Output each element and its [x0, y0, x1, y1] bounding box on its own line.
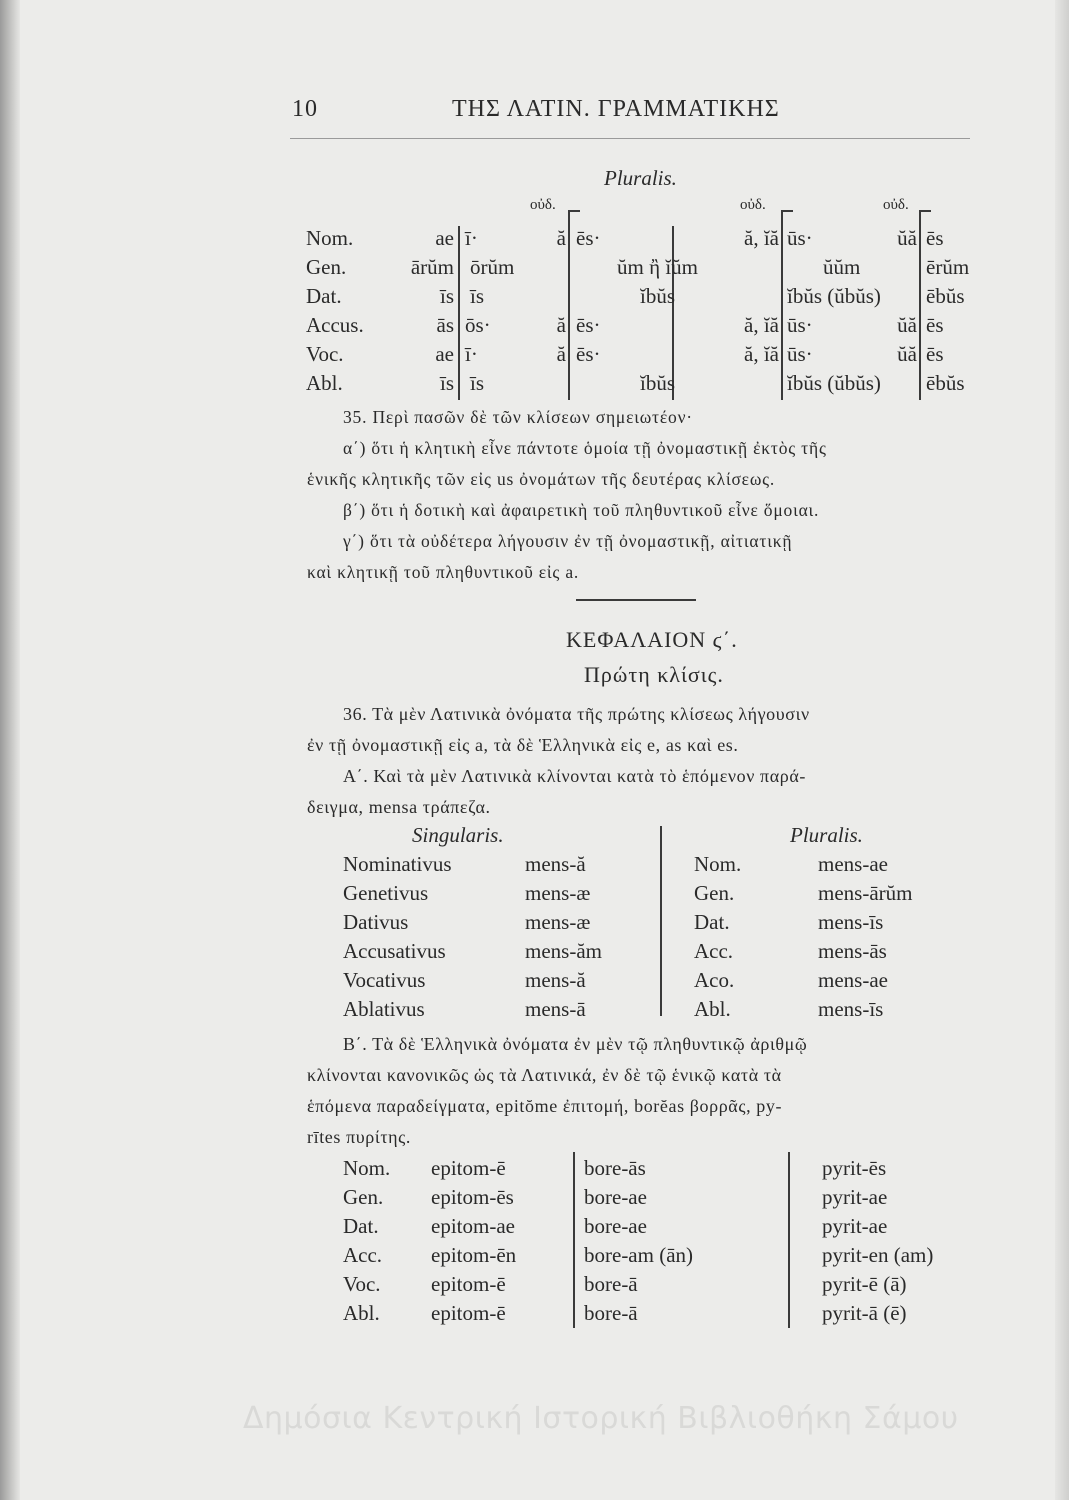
chapter-subtitle: Πρώτη κλίσις.: [584, 662, 724, 687]
ending-decl5: ēs: [926, 226, 944, 250]
case-label: Acc.: [343, 1243, 383, 1267]
plural-title: Pluralis.: [790, 823, 863, 847]
singular-form: mens-ă: [525, 852, 586, 876]
ending-decl2: ōrŭm: [470, 255, 515, 279]
ending-decl1: ārŭm: [410, 255, 454, 279]
ending-decl2: ī·: [465, 342, 478, 366]
epitome-form: epitom-ēs: [431, 1185, 514, 1209]
case-label: Aco.: [694, 968, 735, 992]
ending-decl4-neuter: ŭă: [897, 342, 917, 366]
case-label: Ablativus: [343, 997, 425, 1021]
ending-decl3: ĭbŭs: [640, 371, 676, 395]
ending-decl4-neuter: ŭă: [897, 313, 917, 337]
case-label: Abl.: [343, 1301, 380, 1325]
case-label: Abl.: [306, 371, 343, 395]
ending-decl2: īs: [470, 371, 485, 395]
pyrites-form: pyrit-ēs: [822, 1156, 887, 1180]
section-35-line: β΄) ὅτι ἡ δοτικὴ καὶ ἀφαιρετικὴ τοῦ πληθυντικοῦ εἶνε ὅμοιαι.: [343, 500, 820, 520]
ending-decl5: ēbŭs: [926, 284, 965, 308]
ending-decl4: ūs·: [787, 226, 813, 250]
singular-form: mens-ăm: [525, 939, 602, 963]
ending-decl1: ae: [435, 342, 454, 366]
plural-table-title: Pluralis.: [604, 166, 677, 190]
section-b-line: rītes πυρίτης.: [307, 1127, 411, 1147]
case-label: Acc.: [694, 939, 734, 963]
page-edge-shadow: [1055, 0, 1069, 1500]
ending-decl2-neuter: ă: [556, 226, 566, 250]
pyrites-form: pyrit-ae: [822, 1185, 888, 1209]
ending-decl4: ŭŭm: [823, 255, 861, 279]
neuter-mark-3: οὐδ.: [740, 197, 766, 213]
singular-title: Singularis.: [412, 823, 504, 847]
table-divider: [568, 210, 580, 212]
table-divider: [788, 1152, 790, 1328]
case-label: Voc.: [343, 1272, 381, 1296]
ending-decl3: ēs·: [576, 313, 601, 337]
ending-decl5: ēs: [926, 313, 944, 337]
ending-decl3: ŭm ἢ ĭŭm: [617, 255, 698, 279]
page-number: 10: [292, 96, 318, 122]
chapter-title: ΚΕΦΑΛΑΙΟΝ ϛ΄.: [566, 627, 738, 652]
case-label: Nom.: [694, 852, 742, 876]
boreas-form: bore-ā: [584, 1301, 638, 1325]
section-36-line: Α΄. Καὶ τὰ μὲν Λατινικὰ κλίνονται κατὰ τὸ ἑπόμενον παρά-: [343, 766, 806, 786]
table-divider: [458, 226, 460, 400]
header-rule: [290, 138, 970, 139]
section-35-line: ἑνικῆς κλητικῆς τῶν εἰς us ὀνομάτων τῆς δευτέρας κλίσεως.: [307, 469, 776, 489]
page-spine-shadow: [0, 0, 20, 1500]
plural-form: mens-īs: [818, 997, 884, 1021]
ending-decl4: ĭbŭs (ŭbŭs): [787, 284, 881, 308]
table-divider: [573, 1152, 575, 1328]
singular-form: mens-ā: [525, 997, 586, 1021]
case-label: Gen.: [306, 255, 347, 279]
boreas-form: bore-ae: [584, 1185, 647, 1209]
ending-decl1: ae: [435, 226, 454, 250]
ending-decl2-neuter: ă: [556, 313, 566, 337]
boreas-form: bore-ās: [584, 1156, 646, 1180]
case-label: Accus.: [306, 313, 364, 337]
singular-form: mens-æ: [525, 881, 591, 905]
case-label: Accusativus: [343, 939, 446, 963]
running-title: ΤΗΣ ΛΑΤΙΝ. ΓΡΑΜΜΑΤΙΚΗΣ: [452, 96, 780, 122]
ending-decl3-neuter: ă, ĭă: [744, 226, 779, 250]
section-divider: [576, 599, 696, 601]
ending-decl3: ēs·: [576, 226, 601, 250]
boreas-form: bore-ā: [584, 1272, 638, 1296]
section-b-line: κλίνονται κανονικῶς ὡς τὰ Λατινικά, ἐν δὲ τῷ ἑνικῷ κατὰ τὰ: [307, 1065, 782, 1085]
library-watermark: Δημόσια Κεντρική Ιστορική Βιβλιοθήκη Σάμου: [243, 1401, 959, 1436]
pyrites-form: pyrit-ae: [822, 1214, 888, 1238]
ending-decl4: ĭbŭs (ŭbŭs): [787, 371, 881, 395]
epitome-form: epitom-ae: [431, 1214, 515, 1238]
epitome-form: epitom-ē: [431, 1156, 506, 1180]
ending-decl5: ērŭm: [926, 255, 970, 279]
table-divider: [919, 210, 931, 212]
ending-decl1: īs: [439, 284, 454, 308]
case-label: Gen.: [343, 1185, 384, 1209]
section-35-line: 35. Περὶ πασῶν δὲ τῶν κλίσεων σημειωτέον·: [343, 407, 693, 427]
ending-decl5: ēs: [926, 342, 944, 366]
pyrites-form: pyrit-en (am): [822, 1243, 934, 1267]
case-label: Dat.: [343, 1214, 379, 1238]
plural-form: mens-ae: [818, 852, 888, 876]
case-label: Nominativus: [343, 852, 452, 876]
epitome-form: epitom-ē: [431, 1301, 506, 1325]
case-label: Abl.: [694, 997, 731, 1021]
plural-form: mens-ārŭm: [818, 881, 913, 905]
ending-decl4: ūs·: [787, 313, 813, 337]
case-label: Voc.: [306, 342, 344, 366]
ending-decl4-neuter: ŭă: [897, 226, 917, 250]
plural-form: mens-ae: [818, 968, 888, 992]
plural-form: mens-īs: [818, 910, 884, 934]
ending-decl2-neuter: ă: [556, 342, 566, 366]
case-label: Nom.: [306, 226, 354, 250]
case-label: Dat.: [306, 284, 342, 308]
singular-form: mens-ă: [525, 968, 586, 992]
neuter-mark-4: οὐδ.: [883, 197, 909, 213]
section-36-line: δειγμα, mensa τράπεζα.: [307, 797, 491, 817]
boreas-form: bore-am (ān): [584, 1243, 694, 1267]
ending-decl1: īs: [439, 371, 454, 395]
ending-decl3: ēs·: [576, 342, 601, 366]
ending-decl2: īs: [470, 284, 485, 308]
case-label: Dativus: [343, 910, 409, 934]
neuter-mark-2: οὐδ.: [530, 197, 556, 213]
section-35-line: α΄) ὅτι ἡ κλητικὴ εἶνε πάντοτε ὁμοία τῇ ὀνομαστικῇ ἐκτὸς τῆς: [343, 438, 827, 458]
case-label: Nom.: [343, 1156, 391, 1180]
singular-form: mens-æ: [525, 910, 591, 934]
section-36-line: 36. Τὰ μὲν Λατινικὰ ὀνόματα τῆς πρώτης κλίσεως λήγουσιν: [343, 704, 810, 724]
case-label: Vocativus: [343, 968, 426, 992]
ending-decl3: ĭbŭs: [640, 284, 676, 308]
pyrites-form: pyrit-ā (ē): [822, 1301, 907, 1325]
ending-decl2: ōs·: [465, 313, 491, 337]
ending-decl5: ēbŭs: [926, 371, 965, 395]
ending-decl2: ī·: [465, 226, 478, 250]
section-b-line: Β΄. Τὰ δὲ Ἑλληνικὰ ὀνόματα ἐν μὲν τῷ πληθυντικῷ ἀριθμῷ: [343, 1034, 808, 1054]
pyrites-form: pyrit-ē (ā): [822, 1272, 907, 1296]
ending-decl3-neuter: ă, ĭă: [744, 342, 779, 366]
ending-decl3-neuter: ă, ĭă: [744, 313, 779, 337]
plural-form: mens-ās: [818, 939, 887, 963]
table-divider: [660, 826, 662, 1016]
section-36-line: ἐν τῇ ὀνομαστικῇ εἰς a, τὰ δὲ Ἑλληνικὰ εἰς e, as καὶ es.: [307, 735, 739, 755]
case-label: Dat.: [694, 910, 730, 934]
table-divider: [568, 210, 570, 400]
case-label: Gen.: [694, 881, 735, 905]
table-divider: [919, 210, 921, 400]
section-35-line: γ΄) ὅτι τὰ οὐδέτερα λήγουσιν ἐν τῇ ὀνομαστικῇ, αἰτιατικῇ: [343, 531, 793, 551]
epitome-form: epitom-ē: [431, 1272, 506, 1296]
ending-decl4: ūs·: [787, 342, 813, 366]
table-divider: [781, 210, 793, 212]
ending-decl1: ās: [436, 313, 454, 337]
section-35-line: καὶ κλητικῇ τοῦ πληθυντικοῦ εἰς a.: [307, 562, 580, 582]
table-divider: [781, 210, 783, 400]
section-b-line: ἑπόμενα παραδείγματα, epitŏme ἐπιτομή, borĕas βορρᾶς, py-: [307, 1096, 783, 1116]
epitome-form: epitom-ēn: [431, 1243, 517, 1267]
boreas-form: bore-ae: [584, 1214, 647, 1238]
case-label: Genetivus: [343, 881, 429, 905]
